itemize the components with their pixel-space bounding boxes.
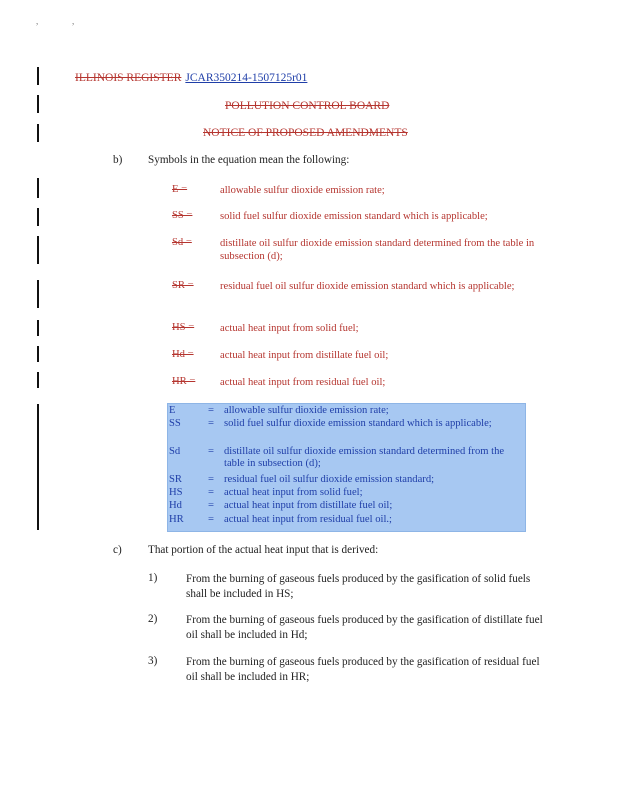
inserted-symbol: HR (169, 514, 184, 525)
inserted-equals: = (208, 474, 214, 485)
change-bar (37, 404, 39, 530)
change-bar (37, 124, 39, 142)
change-bar (37, 346, 39, 362)
struck-definition: distillate oil sulfur dioxide emission standard determined from the table in subsection (d); (220, 238, 535, 262)
inserted-symbol: SR (169, 474, 182, 485)
inserted-symbol: HS (169, 487, 183, 498)
struck-symbol: SS = (172, 210, 193, 221)
list-item-text: From the burning of gaseous fuels produced by the gasification of distillate fuel oil shall be included in Hd; (186, 614, 543, 641)
struck-symbol-row (172, 184, 385, 196)
struck-symbol: HR = (172, 376, 196, 387)
section-b-label: b) (113, 154, 123, 166)
change-bar (37, 178, 39, 198)
register-struck: ILLINOIS REGISTER (75, 72, 182, 84)
inserted-symbol: Hd (169, 500, 182, 511)
change-bar (37, 372, 39, 388)
struck-symbol-row (172, 349, 389, 361)
struck-symbol: Hd = (172, 349, 194, 360)
struck-symbol-row (172, 210, 488, 222)
struck-definition: residual fuel oil sulfur dioxide emission standard which is applicable; (220, 281, 515, 292)
section-c-label: c) (113, 544, 122, 556)
inserted-definition: actual heat input from residual fuel oil.; (224, 514, 392, 525)
board-title: POLLUTION CONTROL BOARD (225, 100, 390, 112)
struck-symbol: E = (172, 184, 188, 195)
struck-definition: actual heat input from residual fuel oil; (220, 377, 386, 388)
inserted-equals: = (208, 487, 214, 498)
struck-symbol: Sd = (172, 237, 192, 248)
struck-symbol-row (172, 376, 386, 388)
struck-definition: actual heat input from solid fuel; (220, 323, 359, 334)
struck-symbol-row (172, 237, 535, 262)
struck-symbol: HS = (172, 322, 195, 333)
list-item-number: 3) (148, 655, 158, 667)
register-inserted: JCAR350214-1507125r01 (185, 72, 308, 84)
section-c-intro: That portion of the actual heat input that is derived: (148, 544, 379, 556)
struck-symbol-row (172, 322, 359, 334)
scan-mark: , (72, 16, 75, 26)
inserted-equals: = (208, 418, 214, 429)
list-item-text: From the burning of gaseous fuels produced by the gasification of residual fuel oil shall be included in HR; (186, 656, 540, 683)
inserted-definition: solid fuel sulfur dioxide emission standard which is applicable; (224, 418, 492, 429)
section-b-intro: Symbols in the equation mean the following: (148, 154, 350, 166)
scan-mark: , (36, 16, 39, 26)
inserted-definition: actual heat input from distillate fuel oil; (224, 500, 393, 511)
change-bar (37, 67, 39, 85)
inserted-equals: = (208, 500, 214, 511)
inserted-equals: = (208, 405, 214, 416)
list-item-number: 2) (148, 613, 158, 625)
list-item-text: From the burning of gaseous fuels produced by the gasification of solid fuels shall be included in HS; (186, 573, 531, 600)
struck-definition: actual heat input from distillate fuel oil; (220, 350, 389, 361)
inserted-symbol: SS (169, 418, 181, 429)
change-bar (37, 208, 39, 226)
inserted-symbol: E (169, 405, 176, 416)
register-header (75, 72, 307, 84)
notice-title: NOTICE OF PROPOSED AMENDMENTS (203, 127, 408, 139)
inserted-definition: residual fuel oil sulfur dioxide emission standard; (224, 474, 435, 485)
inserted-definition: actual heat input from solid fuel; (224, 487, 363, 498)
struck-definition: allowable sulfur dioxide emission rate; (220, 185, 385, 196)
inserted-equals: = (208, 446, 214, 457)
list-item-number: 1) (148, 572, 158, 584)
inserted-equals: = (208, 514, 214, 525)
change-bar (37, 280, 39, 308)
change-bar (37, 95, 39, 113)
inserted-symbol: Sd (169, 446, 181, 457)
struck-symbol-row (172, 280, 515, 292)
inserted-definition: allowable sulfur dioxide emission rate; (224, 405, 389, 416)
change-bar (37, 236, 39, 264)
inserted-definition: distillate oil sulfur dioxide emission standard determined from the table in subsection (d); (224, 446, 505, 469)
change-bar (37, 320, 39, 336)
struck-symbol: SR = (172, 280, 194, 291)
struck-definition: solid fuel sulfur dioxide emission standard which is applicable; (220, 211, 488, 222)
